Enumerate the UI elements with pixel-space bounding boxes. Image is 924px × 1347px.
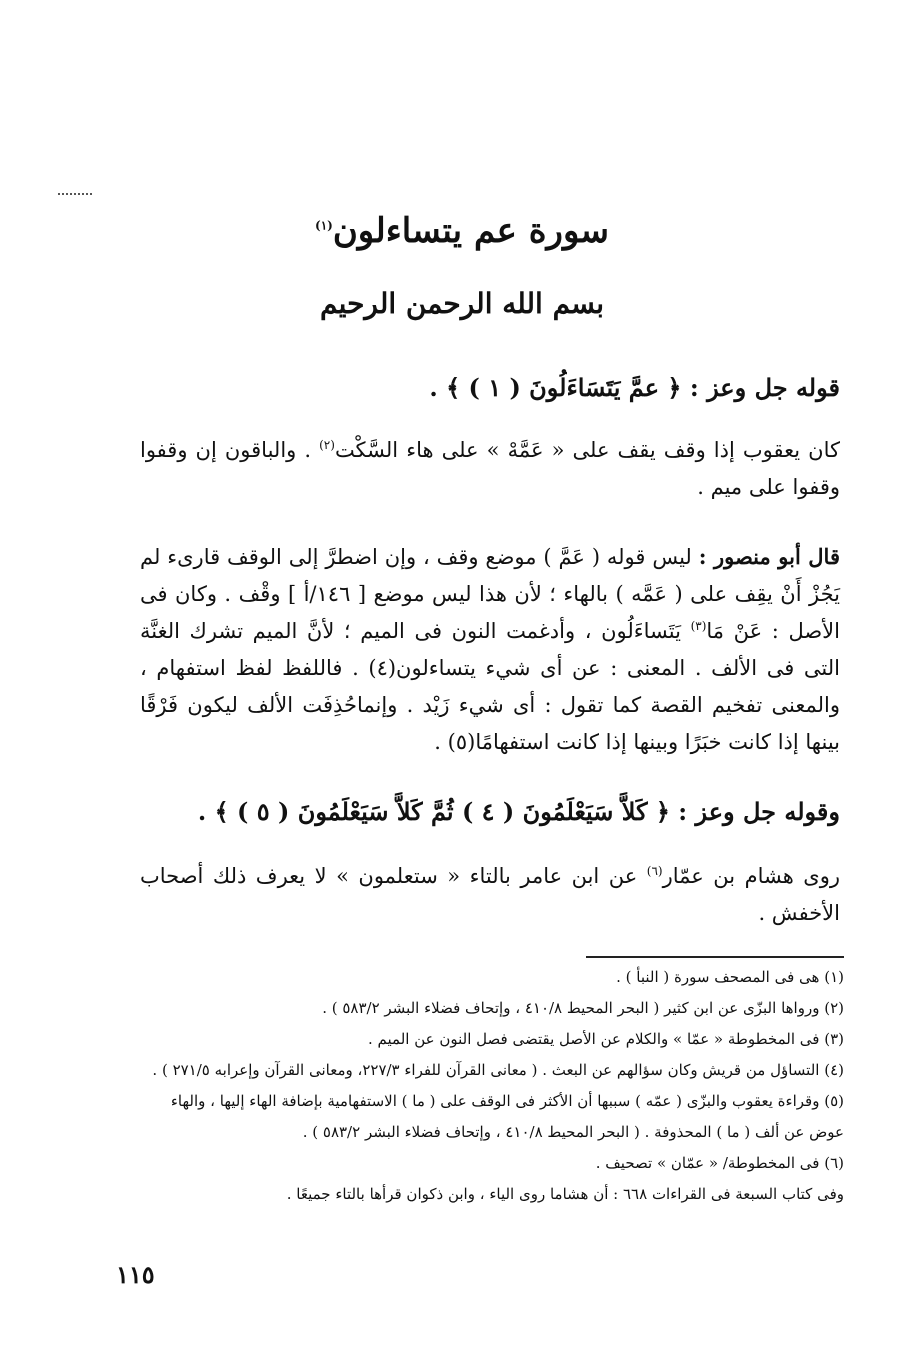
scan-speck (58, 193, 92, 199)
verse-heading-1: قوله جل وعز : ﴿ عمَّ يَتَسَاءَلُونَ ( ١ ) ﴾ . (429, 373, 840, 402)
paragraph-2-tail: يَتَساءَلُون ، وأدغمت النون فى الميم ؛ لأنَّ الميم تشرك الغنَّة التى فى الألف . المعنى : عن أى شيء يتساءلون(٤) . فاللفظ لفظ استفهام ، والمعنى تفخيم القصة كما تقول : أى شيء زَيْد . وإنماحُذِفَت الألف ليكون فَرْقًا بينها إذا كانت خبَرًا وبينها إذا كانت استفهامًا(٥) . (140, 619, 840, 754)
surah-title-text: سورة عم يتساءلون (332, 211, 609, 251)
footnote-2: (٢) ورواها البزّى عن ابن كثير ( البحر المحيط ٤١٠/٨ ، وإتحاف فضلاء البشر ٥٨٣/٢ ) . (322, 999, 844, 1017)
basmala: بسم الله الرحمن الرحيم (320, 287, 604, 320)
paragraph-3 (140, 858, 840, 932)
footnote-divider (586, 956, 844, 958)
footnote-1: (١) هى فى المصحف سورة ( النبأ ) . (616, 968, 844, 986)
footnotes (136, 962, 844, 1210)
surah-title (0, 205, 924, 257)
paragraph-1-tail: . والباقون إن وقفوا وقفوا على ميم . (140, 438, 840, 499)
paragraph-3-text: روى هشام بن عمّار (662, 864, 840, 888)
paragraph-1 (140, 432, 840, 506)
footnote-ref-2: (٢) (319, 438, 335, 452)
footnote-6-continued: وفى كتاب السبعة فى القراءات ٦٦٨ : أن هشاما روى الياء ، وابن ذكوان قرأها بالتاء جميعًا . (286, 1185, 844, 1203)
footnote-6: (٦) فى المخطوطة/ « عمّان » تصحيف . (595, 1154, 844, 1172)
footnote-5: (٥) وقراءة يعقوب والبزّى ( عمّه ) سببها أن الأكثر فى الوقف على ( ما ) الاستفهامية بإضافة الهاء إليها ، والهاء عوض عن ألف ( ما ) المحذوفة . ( البحر المحيط ٤١٠/٨ ، وإتحاف فضلاء البشر ٥٨٣/٢ ) . (170, 1092, 844, 1141)
paragraph-1-text: كان يعقوب إذا وقف يقف على « عَمَّهْ » على هاء السَّكْت (334, 438, 840, 462)
paragraph-2-text: ليس قوله ( عَمَّ ) موضع وقف ، وإن اضطرَّ إلى الوقف قارىء لم يَجُزْ أَنْ يقِف على ( عَمَّه ) بالهاء ؛ لأن هذا ليس موضع [ ١٤٦/أ ] وقْف . وكان فى الأصل : عَنْ مَا (140, 545, 840, 643)
surah-title-note: (١) (315, 218, 333, 233)
footnote-3: (٣) فى المخطوطة « عمّا » والكلام عن الأصل يقتضى فصل النون عن الميم . (368, 1030, 844, 1048)
footnote-ref-6: (٦) (646, 864, 663, 878)
footnote-ref-3: (٣) (690, 619, 707, 633)
footnote-4: (٤) التساؤل من قريش وكان سؤالهم عن البعث . ( معانى القرآن للفراء ٢٢٧/٣، ومعانى القرآن وإعرابه ٢٧١/٥ ) . (152, 1061, 844, 1079)
paragraph-2-lead: قال أبو منصور : (698, 544, 840, 569)
page-number: ١١٥ (116, 1260, 155, 1289)
verse-heading-2: وقوله جل وعز : ﴿ كَلاَّ سَيَعْلَمُونَ ( ٤ ) ثُمَّ كَلاَّ سَيَعْلَمُونَ ( ٥ ) ﴾ . (197, 797, 840, 826)
paragraph-2 (140, 538, 840, 761)
paragraph-3-tail: عن ابن عامر بالتاء « ستعلمون » لا يعرف ذلك أصحاب الأخفش . (140, 864, 840, 925)
